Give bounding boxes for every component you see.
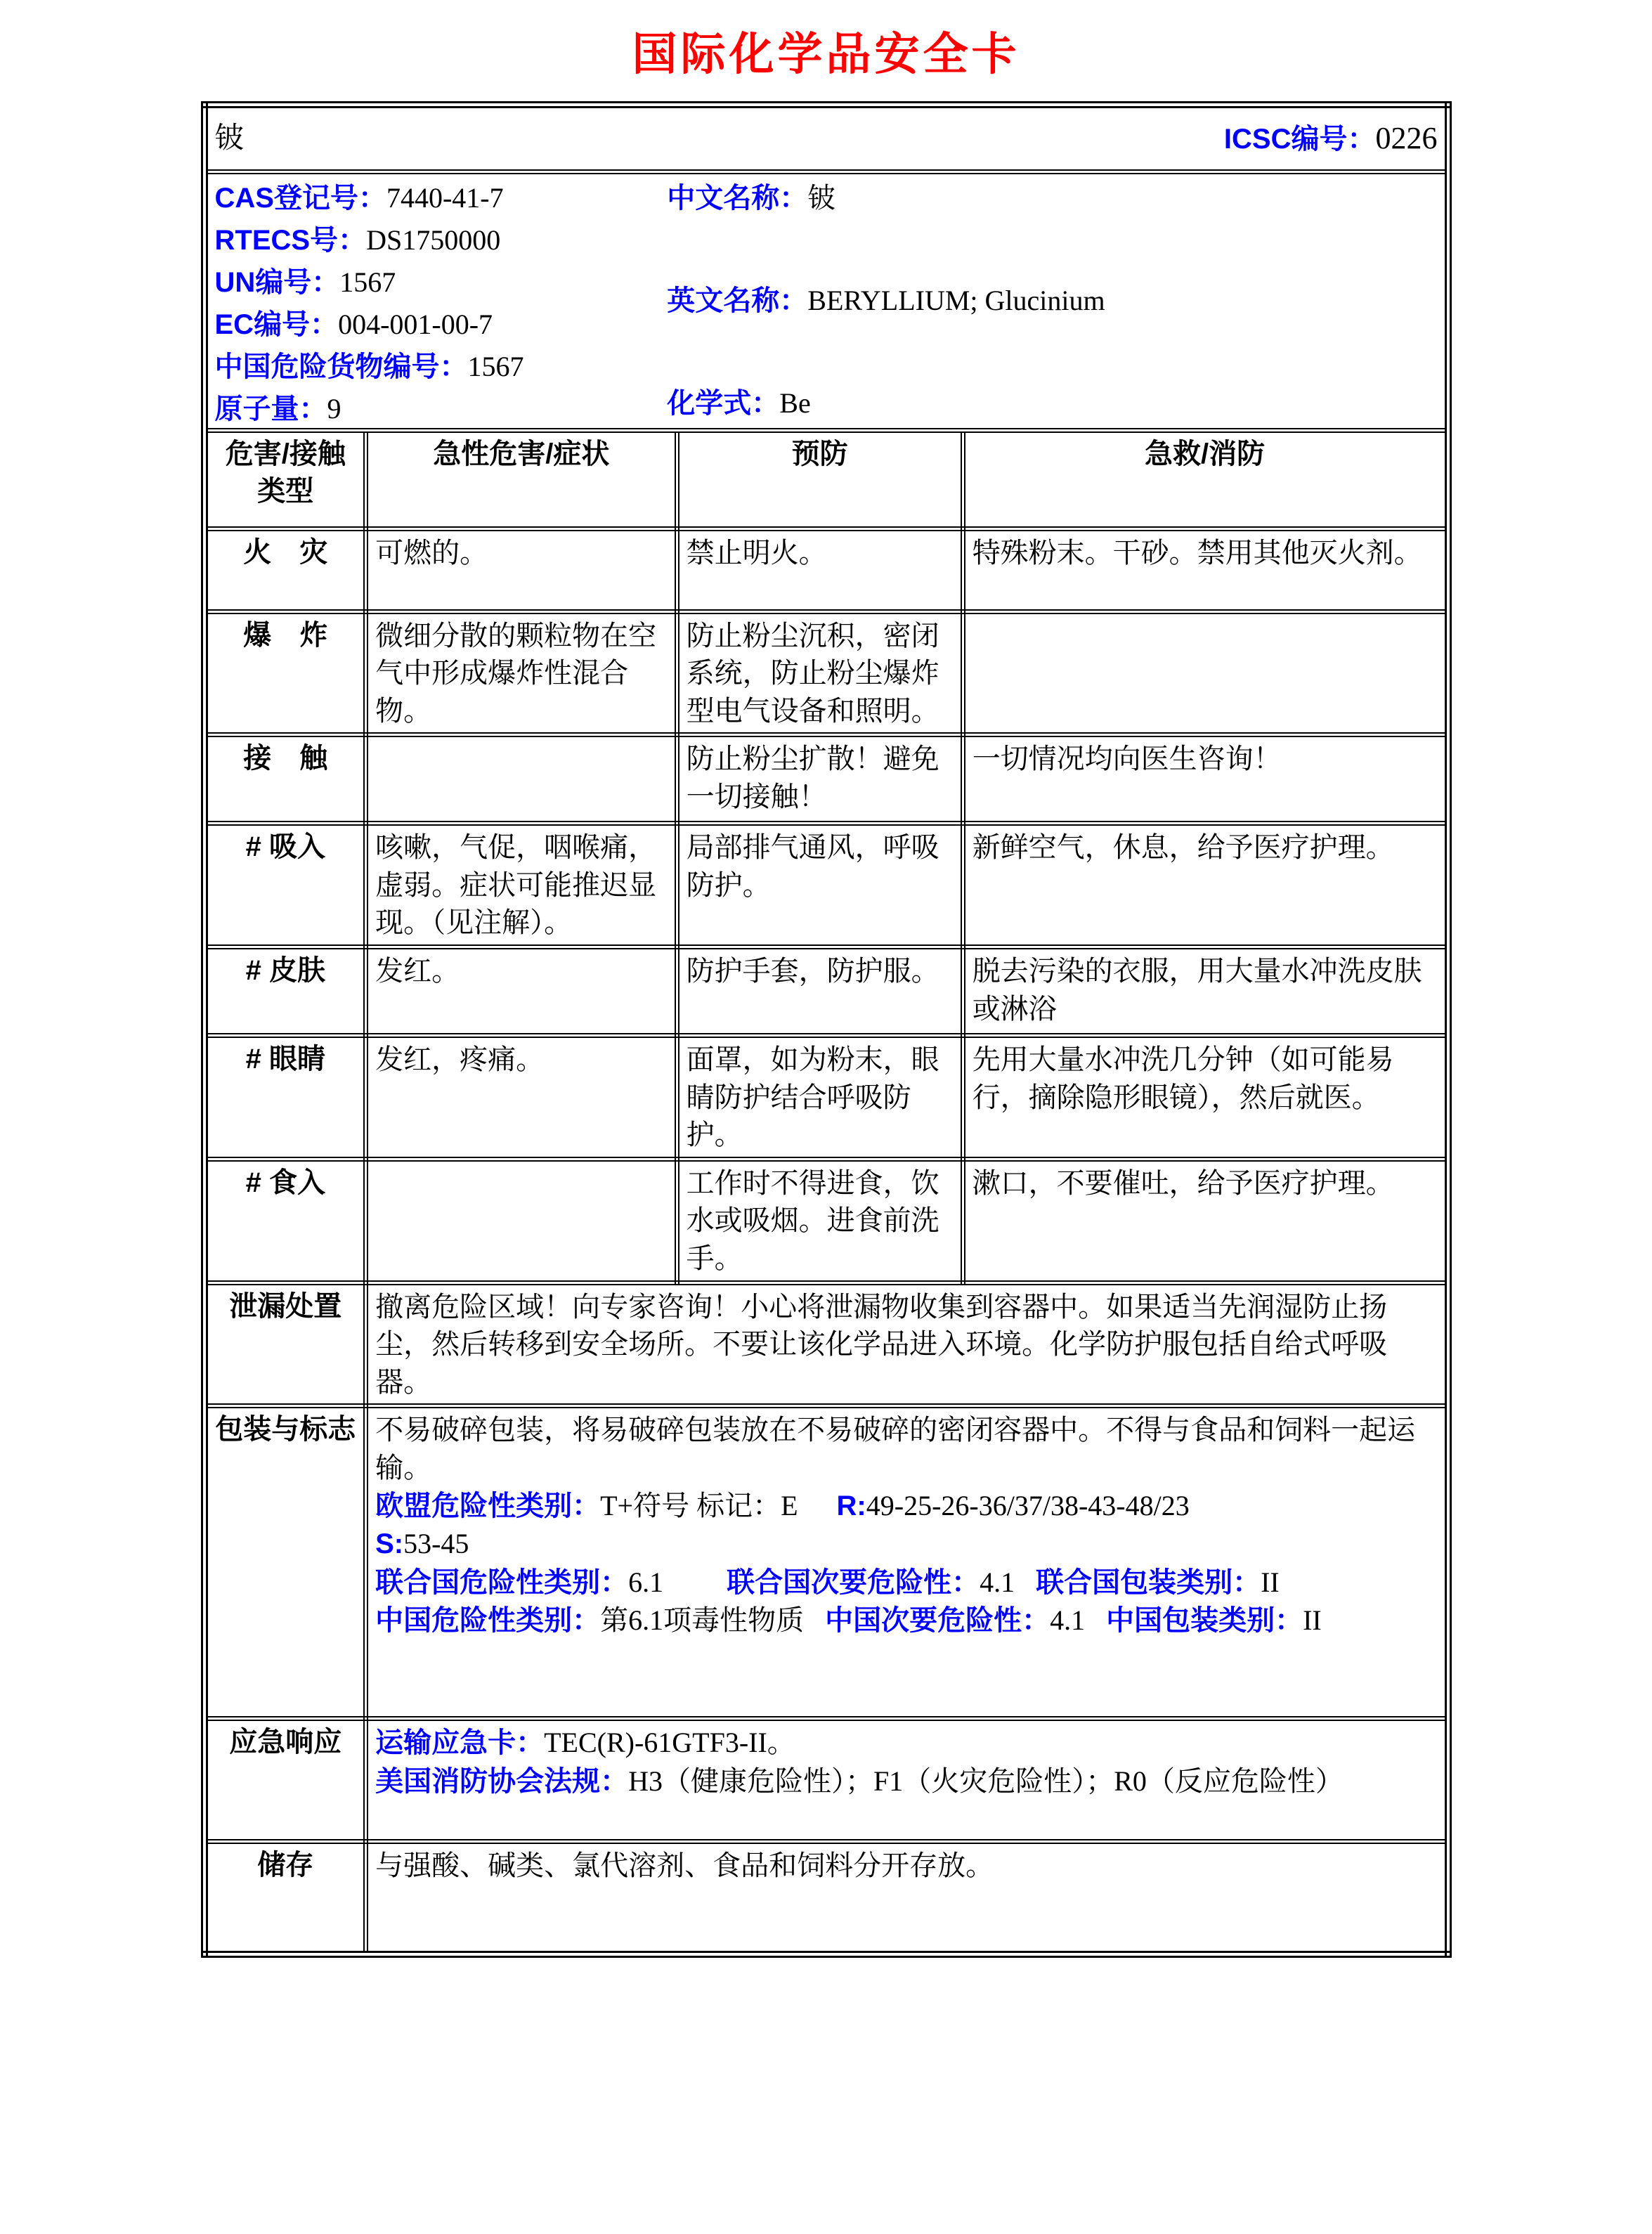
cn-subrisk-value: 4.1: [1050, 1604, 1086, 1637]
hazard-type: 火 灾: [204, 528, 366, 611]
s-phrases-value: 53-45: [403, 1528, 469, 1560]
emergency-response-row: [204, 1719, 1448, 1842]
un-value: 1567: [339, 266, 396, 298]
nfpa-line: [375, 1762, 1437, 1801]
eyes-response: 先用大量水冲洗几分钟（如可能易行，摘除隐形眼镜），然后就医。: [963, 1036, 1448, 1160]
fire-prevention: 禁止明火。: [677, 528, 963, 611]
ec-label: EC编号：: [214, 309, 339, 340]
hazard-row-eyes: [204, 1036, 1448, 1160]
hazard-row-skin: [204, 947, 1448, 1036]
page-title: 国际化学品安全卡: [632, 29, 1020, 79]
ingestion-symptoms: [366, 1159, 677, 1282]
rtecs-label: RTECS号：: [214, 224, 367, 256]
packaging-label: 包装与标志: [204, 1406, 366, 1719]
hazard-row-ingestion: [204, 1159, 1448, 1282]
header-hazard-type: 危害/接触类型: [204, 430, 366, 528]
skin-symptoms: 发红。: [366, 947, 677, 1036]
hazard-type: # 皮肤: [204, 947, 366, 1036]
hazard-row-fire: [204, 528, 1448, 611]
formula-label: 化学式：: [667, 387, 780, 419]
cas-number-line: [215, 177, 668, 219]
chinese-name-value: 铍: [807, 181, 836, 214]
nfpa-value: H3（健康危险性）；F1（火灾危险性）；R0（反应危险性）: [628, 1765, 1344, 1797]
hazard-type: 接 触: [204, 735, 366, 824]
header-acute-hazards: 急性危害/症状: [366, 430, 677, 528]
un-number-line: [215, 261, 668, 304]
explosion-prevention: 防止粉尘沉积，密闭系统，防止粉尘爆炸型电气设备和照明。: [677, 611, 963, 735]
cn-class-value: 第6.1项毒性物质: [600, 1604, 805, 1637]
un-label: UN编号：: [214, 266, 340, 298]
contact-symptoms: [366, 735, 677, 824]
r-phrases-label: R:: [836, 1490, 866, 1521]
un-subrisk-value: 4.1: [980, 1566, 1015, 1598]
packaging-row: [204, 1406, 1448, 1719]
r-phrases-value: 49-25-26-36/37/38-43-48/23: [866, 1489, 1190, 1521]
cas-label: CAS登记号：: [214, 182, 386, 214]
name-line: [215, 118, 1438, 160]
tec-card-label: 运输应急卡：: [375, 1727, 545, 1759]
ec-value: 004-001-00-7: [338, 308, 493, 340]
eu-class-label: 欧盟危险性类别：: [375, 1490, 601, 1521]
un-packgroup-value: II: [1261, 1566, 1280, 1598]
cn-packgroup-label: 中国包装类别：: [1106, 1605, 1303, 1637]
fire-response: 特殊粉末。干砂。禁用其他灭火剂。: [963, 528, 1448, 611]
header-prevention: 预防: [677, 430, 963, 528]
atomic-mass-label: 原子量：: [214, 393, 327, 424]
cn-class-label: 中国危险性类别：: [375, 1605, 601, 1637]
storage-row: [204, 1842, 1448, 1954]
spill-disposal-label: 泄漏处置: [204, 1282, 366, 1406]
spill-disposal-text: 撤离危险区域！向专家咨询！小心将泄漏物收集到容器中。如果适当先润湿防止扬尘，然后转移到安全场所。不要让该化学品进入环境。化学防护服包括自给式呼吸器。: [366, 1282, 1448, 1406]
atomic-mass-line: [215, 388, 668, 430]
atomic-mass-value: 9: [327, 392, 342, 424]
hazard-row-explosion: [204, 611, 1448, 735]
hazard-type: # 食入: [204, 1159, 366, 1282]
cas-value: 7440-41-7: [386, 181, 504, 214]
eu-classification-line: [375, 1487, 1437, 1526]
icsc-card-table: [201, 101, 1452, 1958]
formula-line: [667, 382, 1437, 424]
icsc-number-group: [1224, 118, 1438, 160]
packaging-intro: 不易破碎包装，将易破碎包装放在不易破碎的密闭容器中。不得与食品和饲料一起运输。: [375, 1414, 1416, 1483]
hazard-row-contact: [204, 735, 1448, 824]
hazard-type: # 吸入: [204, 824, 366, 947]
icsc-label: ICSC编号：: [1223, 123, 1376, 155]
ec-number-line: [215, 304, 668, 346]
hazard-type: # 眼睛: [204, 1036, 366, 1160]
explosion-symptoms: 微细分散的颗粒物在空气中形成爆炸性混合物。: [366, 611, 677, 735]
fire-symptoms: 可燃的。: [366, 528, 677, 611]
storage-label: 储存: [204, 1842, 366, 1954]
cn-packgroup-value: II: [1303, 1604, 1322, 1637]
hazard-type: 爆 炸: [204, 611, 366, 735]
header-first-aid: 急救/消防: [963, 430, 1448, 528]
contact-response: 一切情况均向医生咨询！: [963, 735, 1448, 824]
tec-card-line: [375, 1724, 1437, 1762]
inhalation-prevention: 局部排气通风，呼吸防护。: [677, 824, 963, 947]
formula-value: Be: [779, 387, 811, 419]
ingestion-response: 漱口，不要催吐，给予医疗护理。: [963, 1159, 1448, 1282]
rtecs-value: DS1750000: [366, 223, 501, 256]
un-class-label: 联合国危险性类别：: [375, 1566, 629, 1598]
english-name-line: [667, 280, 1437, 322]
un-classification-line: [375, 1564, 1437, 1602]
chinese-name-line: [667, 177, 1437, 219]
cn-subrisk-label: 中国次要危险性：: [825, 1605, 1051, 1637]
un-class-value: 6.1: [628, 1566, 664, 1598]
identification-row: [204, 171, 1448, 430]
english-name-value: BERYLLIUM; Glucinium: [807, 284, 1105, 316]
eyes-prevention: 面罩，如为粉末，眼睛防护结合呼吸防护。: [677, 1036, 963, 1160]
inhalation-symptoms: 咳嗽，气促，咽喉痛，虚弱。症状可能推迟显现。（见注解）。: [366, 824, 677, 947]
name-row: [204, 105, 1448, 171]
tec-card-value: TEC(R)-61GTF3-II。: [544, 1727, 795, 1759]
eu-class-value: T+符号 标记：E: [600, 1489, 798, 1521]
nfpa-label: 美国消防协会法规：: [375, 1766, 629, 1797]
spill-disposal-row: [204, 1282, 1448, 1406]
chemical-name: 铍: [214, 122, 245, 155]
hazard-header-row: [204, 430, 1448, 528]
un-packgroup-label: 联合国包装类别：: [1036, 1566, 1261, 1598]
hazard-row-inhalation: [204, 824, 1448, 947]
un-subrisk-label: 联合国次要危险性：: [727, 1566, 980, 1598]
packaging-content: [366, 1406, 1448, 1719]
chinese-name-label: 中文名称：: [667, 182, 808, 214]
ingestion-prevention: 工作时不得进食，饮水或吸烟。进食前洗手。: [677, 1159, 963, 1282]
icsc-number: 0226: [1375, 120, 1438, 155]
english-name-label: 英文名称：: [667, 285, 808, 316]
s-phrases-line: [375, 1525, 1437, 1564]
identification-left-column: [215, 177, 668, 424]
rtecs-number-line: [215, 219, 668, 261]
china-dg-number-line: [215, 346, 668, 388]
storage-text: 与强酸、碱类、氯代溶剂、食品和饲料分开存放。: [366, 1842, 1448, 1954]
cn-classification-line: [375, 1602, 1437, 1640]
eyes-symptoms: 发红，疼痛。: [366, 1036, 677, 1160]
skin-response: 脱去污染的衣服，用大量水冲洗皮肤或淋浴: [963, 947, 1448, 1036]
emergency-response-label: 应急响应: [204, 1719, 366, 1842]
skin-prevention: 防护手套，防护服。: [677, 947, 963, 1036]
s-phrases-label: S:: [375, 1528, 404, 1560]
inhalation-response: 新鲜空气，休息，给予医疗护理。: [963, 824, 1448, 947]
contact-prevention: 防止粉尘扩散！避免一切接触！: [677, 735, 963, 824]
china-dg-label: 中国危险货物编号：: [214, 351, 468, 382]
identification-grid: [215, 177, 1438, 424]
identification-right-column: [667, 177, 1437, 424]
china-dg-value: 1567: [467, 350, 524, 382]
explosion-response: [963, 611, 1448, 735]
emergency-response-content: [366, 1719, 1448, 1842]
